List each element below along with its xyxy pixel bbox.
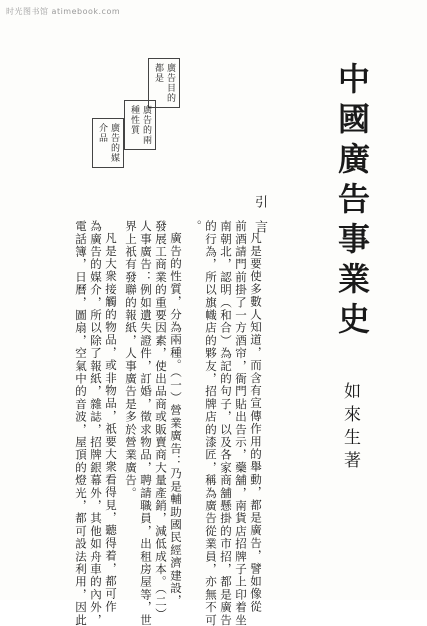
text-column: 南朝北，認明（和合）為記的句子，以及各家商舖懸掛的市招，都是廣告	[219, 220, 233, 626]
book-title: 中國廣告事業史	[333, 62, 371, 342]
text-column: 凡是要使多數人知道，而含有宣傳作用的舉動，都是廣告，譬如像從	[249, 232, 263, 613]
text-column: 。	[189, 220, 203, 233]
margin-note-text: 廣告的媒 介品	[97, 123, 119, 163]
margin-note-box	[92, 118, 124, 168]
text-column: 的行為，所以旗幟店的夥友，招牌店的漆匠，稱為廣告從業員，亦無不可	[204, 220, 218, 626]
margin-note-text: 廣告的兩 種性質	[129, 105, 151, 145]
text-column: 人事廣告：例如遺失證件，訂婚，徵求物品，聘請職員，出租房屋等，世	[139, 220, 153, 626]
margin-note-text: 廣告目的 都是	[153, 63, 175, 103]
margin-note-box	[124, 100, 156, 150]
text-column: 前酒請門前掛了一方酒帘，衙門貼出告示，藥舖，南貨店招牌子上印着坐	[234, 220, 248, 626]
text-column: 為廣告的媒介，所以除了報紙，雜誌，招牌銀幕外，其他如舟車的內外，	[89, 220, 103, 626]
section-heading: 引言	[252, 195, 267, 245]
text-column: 發展工商業的重要因素，使出品商或販賣商大量產銷，減低成本。（二）	[154, 220, 168, 621]
text-column: 凡是大衆接觸的物品，或非物品，祇要大衆看得見，聽得着，都可作	[104, 232, 118, 613]
text-column: 廣告的性質，分為兩種。（一）營業廣告：乃是輔助國民經濟建設，	[169, 232, 183, 608]
watermark: 时光图书馆 atimebook.com	[6, 7, 121, 16]
text-column: 界上祇有發聯的報紙，人事廣告是多於營業廣告。	[124, 220, 138, 500]
author-line: 如來生著	[340, 382, 360, 474]
text-column: 電話簿，日曆，圖扇，空氣中的音波，屋頂的燈光，都可設法利用，因此	[74, 220, 88, 626]
